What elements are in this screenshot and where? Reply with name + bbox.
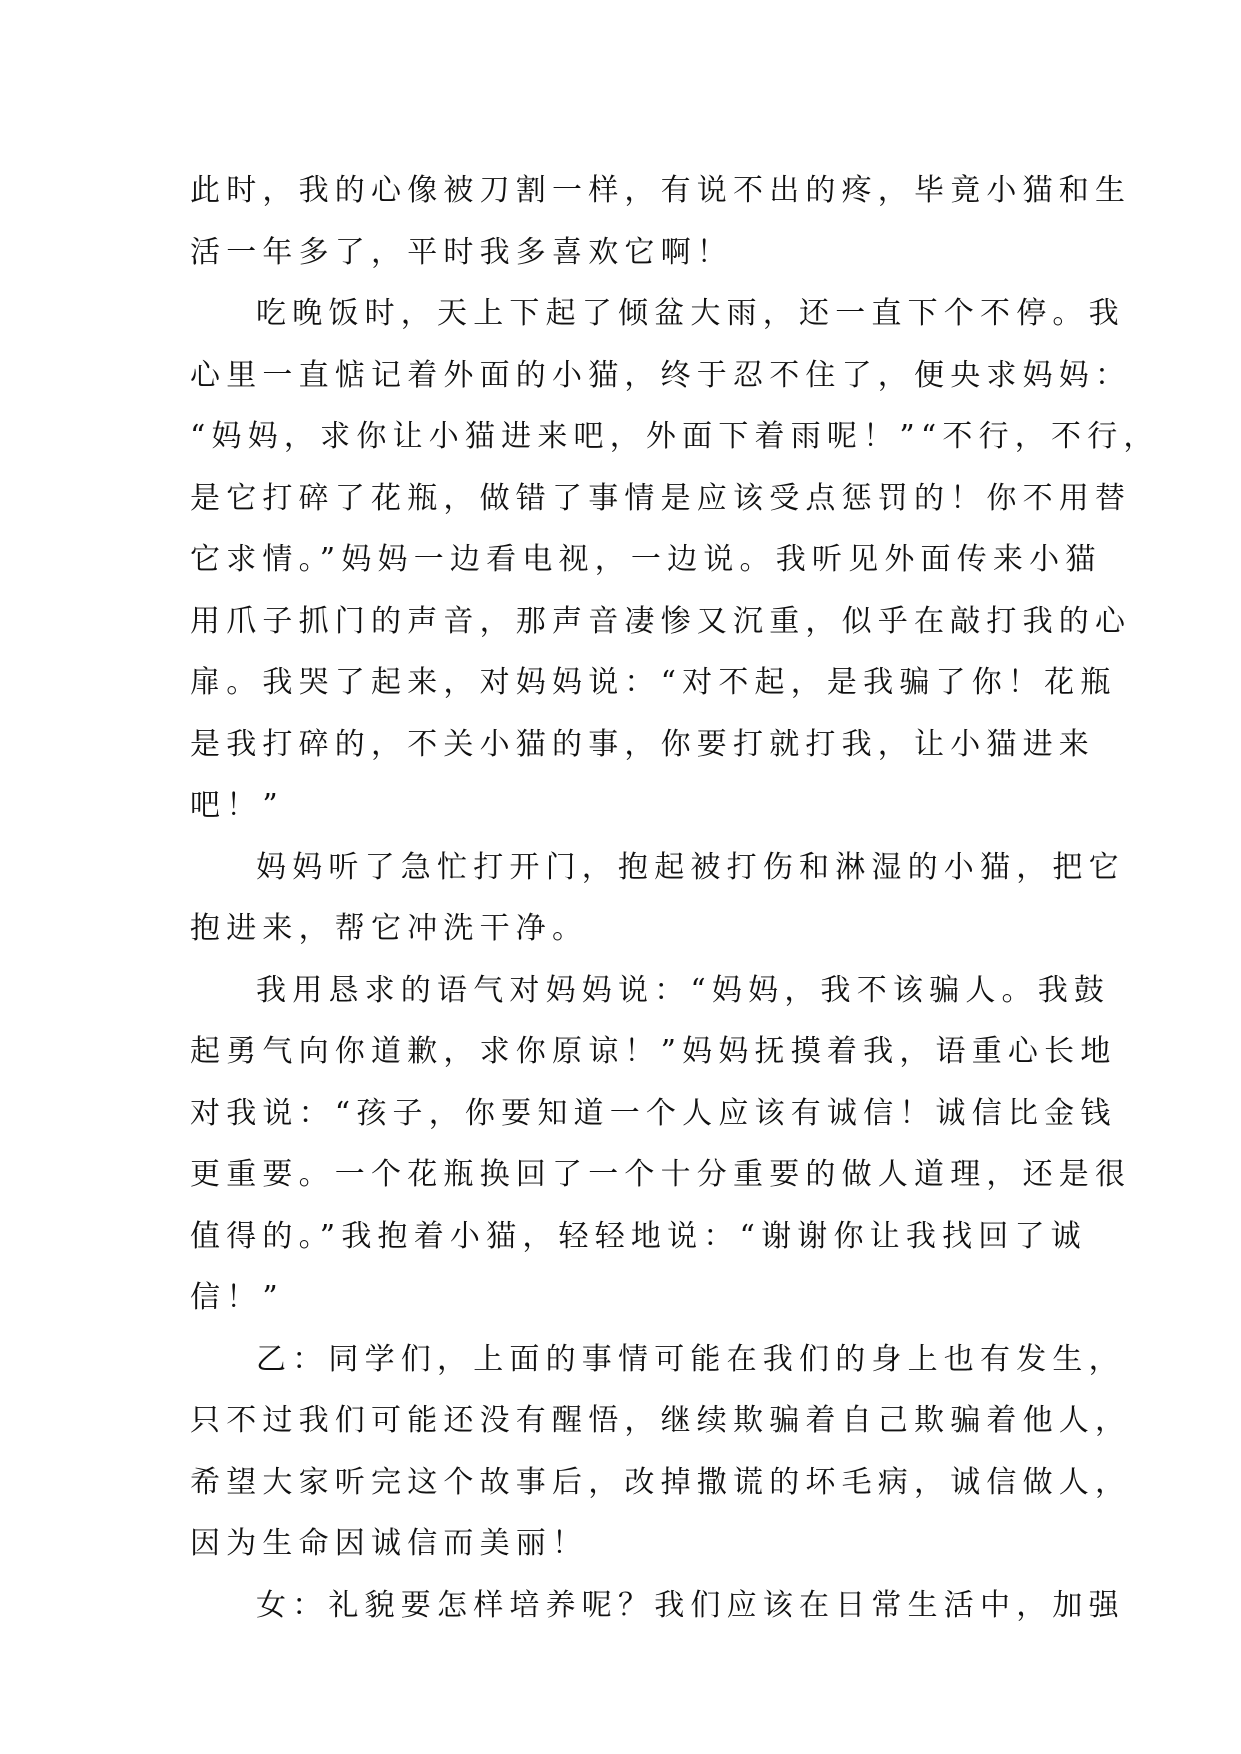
text-line: 此时，我的心像被刀割一样，有说不出的疼，毕竟小猫和生	[190, 173, 1132, 208]
text-line: 因为生命因诚信而美丽！	[190, 1526, 589, 1561]
text-line: 妈妈听了急忙打开门，抱起被打伤和淋湿的小猫，把它	[256, 849, 1125, 885]
text-line: 乙：同学们，上面的事情可能在我们的身上也有发生，	[256, 1341, 1125, 1377]
text-line: 心里一直惦记着外面的小猫，终于忍不住了，便央求妈妈：	[190, 357, 1132, 393]
text-line: 吧！”	[190, 788, 284, 823]
text-line: 是我打碎的，不关小猫的事，你要打就打我，让小猫进来	[190, 726, 1095, 762]
text-line: 我用恳求的语气对妈妈说：“妈妈，我不该骗人。我鼓	[256, 972, 1111, 1008]
text-line: 扉。我哭了起来，对妈妈说：“对不起，是我骗了你！花瓶	[190, 665, 1117, 700]
paragraph-rainy-dinner	[190, 283, 1160, 837]
paragraph-speaker-yi	[190, 1329, 1132, 1575]
text-line: 吃晚饭时，天上下起了倾盆大雨，还一直下个不停。我	[256, 296, 1125, 331]
text-line: 用爪子抓门的声音，那声音凄惨又沉重，似乎在敲打我的心	[190, 603, 1132, 639]
text-line: 值得的。”我抱着小猫，轻轻地说：“谢谢你让我找回了诚	[190, 1218, 1087, 1254]
text-line: 是它打碎了花瓶，做错了事情是应该受点惩罚的！你不用替	[190, 480, 1132, 516]
body-text	[190, 160, 1160, 1636]
paragraph-speaker-female	[190, 1575, 1125, 1637]
text-line: 信！”	[190, 1280, 284, 1315]
text-line: 抱进来，帮它冲洗干净。	[190, 911, 589, 946]
text-line: 起勇气向你道歉，求你原谅！”妈妈抚摸着我，语重心长地	[190, 1034, 1117, 1069]
text-line: 希望大家听完这个故事后，改掉撒谎的坏毛病，诚信做人，	[190, 1464, 1132, 1500]
paragraph-apology	[190, 960, 1132, 1329]
text-line: 更重要。一个花瓶换回了一个十分重要的做人道理，还是很	[190, 1157, 1132, 1192]
text-line: 它求情。”妈妈一边看电视，一边说。我听见外面传来小猫	[190, 542, 1102, 577]
text-line: 只不过我们可能还没有醒悟，继续欺骗着自己欺骗着他人，	[190, 1403, 1132, 1438]
text-line: 活一年多了，平时我多喜欢它啊！	[190, 234, 733, 270]
text-line: 女：礼貌要怎样培养呢？我们应该在日常生活中，加强	[256, 1587, 1125, 1623]
text-line: 对我说：“孩子，你要知道一个人应该有诚信！诚信比金钱	[190, 1095, 1117, 1131]
paragraph-kitten-heartache	[190, 160, 1132, 283]
text-line: “妈妈，求你让小猫进来吧，外面下着雨呢！”“不行，不行，	[190, 419, 1160, 454]
paragraph-mother-opens-door	[190, 837, 1125, 960]
